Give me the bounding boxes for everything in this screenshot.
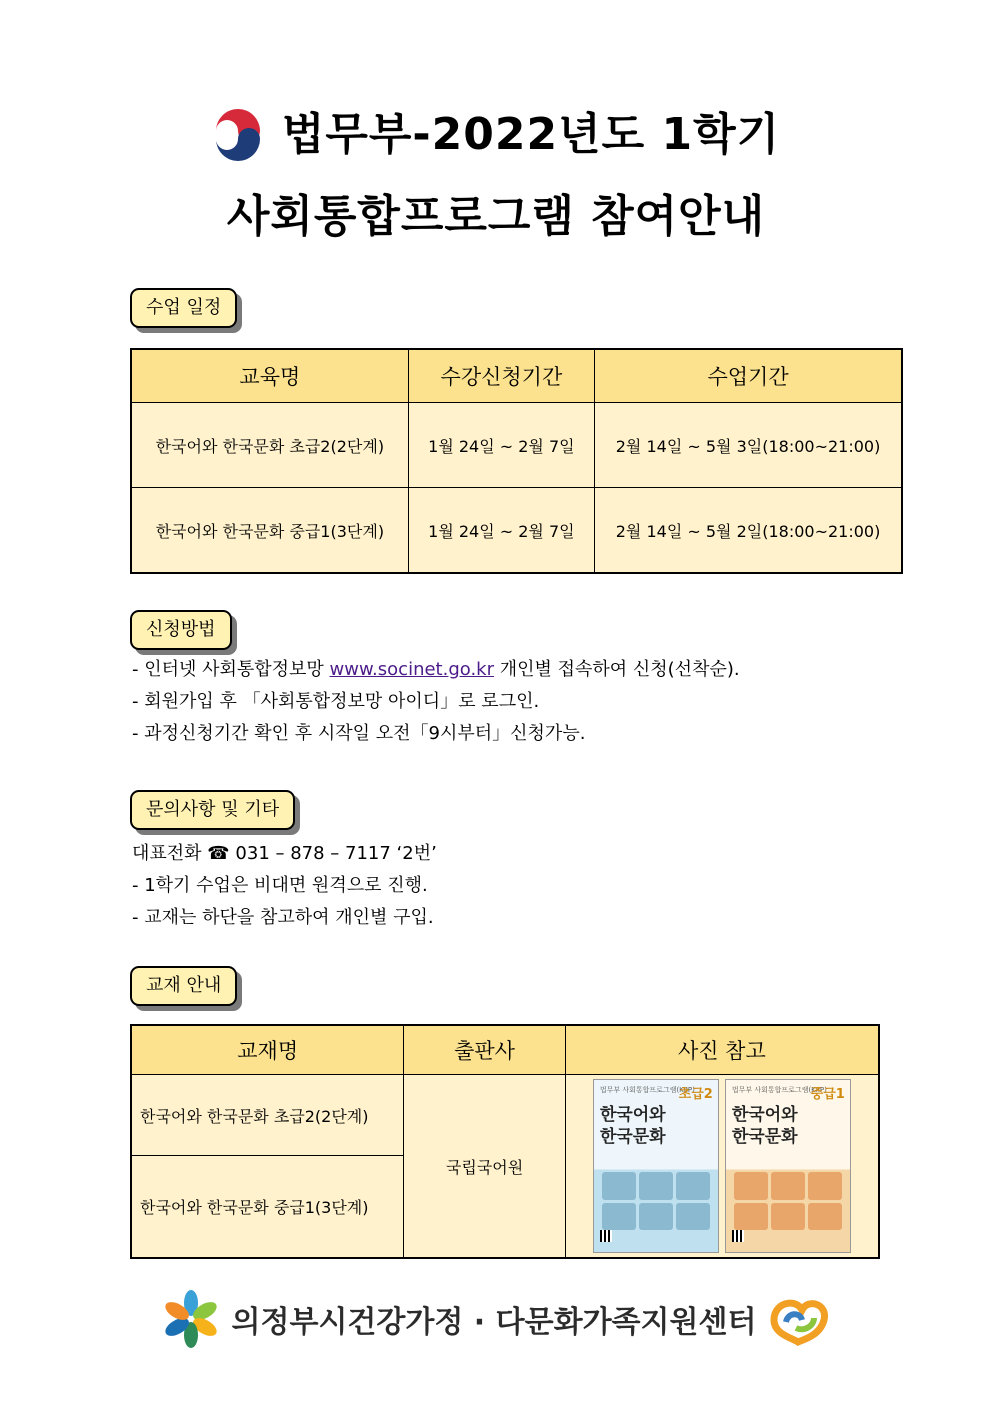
- header-registration: 수강신청기간: [408, 349, 594, 403]
- cover-illustration: [602, 1172, 710, 1230]
- apply-line-1-prefix: - 인터넷 사회통합정보망: [132, 659, 330, 680]
- apply-line-1-suffix: 개인별 접속하여 신청(선착순).: [494, 659, 740, 680]
- book-title: 한국어와 한국문화: [599, 1105, 666, 1147]
- course-name: 한국어와 한국문화 초급2(2단계): [131, 403, 408, 488]
- table-header-row: [131, 1025, 879, 1075]
- book-title: 한국어와 한국문화: [731, 1105, 798, 1147]
- book-level: 중급1: [810, 1087, 845, 1102]
- book-series: 법무부 사회통합프로그램(KIIP): [599, 1086, 695, 1094]
- registration-period: 1월 24일 ~ 2월 7일: [408, 403, 594, 488]
- book-name: 한국어와 한국문화 중급1(3단계): [131, 1156, 404, 1258]
- organization-name: 의정부시건강가정 · 다문화가족지원센터: [231, 1305, 757, 1340]
- inquiry-info: [132, 838, 437, 934]
- book-level: 초급2: [678, 1087, 713, 1102]
- cover-illustration: [734, 1172, 842, 1230]
- title-line-1: [0, 100, 992, 182]
- section-label-textbook: 교재 안내: [130, 966, 237, 1006]
- table-row: [131, 1075, 879, 1156]
- apply-line-2: - 회원가입 후 「사회통합정보망 아이디」로 로그인.: [132, 691, 540, 712]
- header-class-period: 수업기간: [595, 349, 902, 403]
- table-header-row: [131, 349, 902, 403]
- phone-line: 대표전화 ☎ 031 – 878 – 7117 ‘2번’: [132, 843, 437, 864]
- class-period: 2월 14일 ~ 5월 2일(18:00~21:00): [595, 488, 902, 574]
- inquiry-line-3: - 교재는 하단을 참고하여 개인별 구입.: [132, 907, 434, 928]
- center-logo-icon: [160, 1288, 222, 1350]
- schedule-table: [130, 348, 903, 574]
- header-publisher: 출판사: [404, 1025, 565, 1075]
- course-name: 한국어와 한국문화 중급1(3단계): [131, 488, 408, 574]
- book-name: 한국어와 한국문화 초급2(2단계): [131, 1075, 404, 1156]
- qr-code-icon: [600, 1230, 612, 1242]
- header-photo: 사진 참고: [565, 1025, 879, 1075]
- table-row: [131, 403, 902, 488]
- book-series: 법무부 사회통합프로그램(KIIP): [731, 1086, 827, 1094]
- header-book-name: 교재명: [131, 1025, 404, 1075]
- footer: [0, 1288, 992, 1350]
- section-label-apply: 신청방법: [130, 610, 232, 650]
- apply-instructions: [132, 654, 740, 750]
- publisher-name: 국립국어원: [404, 1075, 565, 1259]
- section-label-inquiry: 문의사항 및 기타: [130, 790, 295, 830]
- header-course: 교육명: [131, 349, 408, 403]
- section-label-schedule: 수업 일정: [130, 288, 237, 328]
- title-line-2: 사회통합프로그램 참여안내: [226, 191, 766, 242]
- socinet-link[interactable]: www.socinet.go.kr: [329, 659, 494, 680]
- class-period: 2월 14일 ~ 5월 3일(18:00~21:00): [595, 403, 902, 488]
- registration-period: 1월 24일 ~ 2월 7일: [408, 488, 594, 574]
- apply-line-3: - 과정신청기간 확인 후 시작일 오전「9시부터」신청가능.: [132, 723, 586, 744]
- table-row: [131, 488, 902, 574]
- textbook-table: [130, 1024, 880, 1259]
- title-block: [0, 100, 992, 252]
- title-main: 법무부-2022년도 1학기: [281, 109, 781, 160]
- apply-line-1: [132, 654, 740, 686]
- book-cover-beginner2: [593, 1079, 719, 1253]
- government-emblem-icon: [212, 109, 264, 161]
- family-center-logo-icon: [766, 1292, 832, 1346]
- book-covers: [566, 1075, 878, 1257]
- book-photos: [565, 1075, 879, 1259]
- inquiry-line-2: - 1학기 수업은 비대면 원격으로 진행.: [132, 875, 428, 896]
- book-cover-intermediate1: [725, 1079, 851, 1253]
- qr-code-icon: [732, 1230, 744, 1242]
